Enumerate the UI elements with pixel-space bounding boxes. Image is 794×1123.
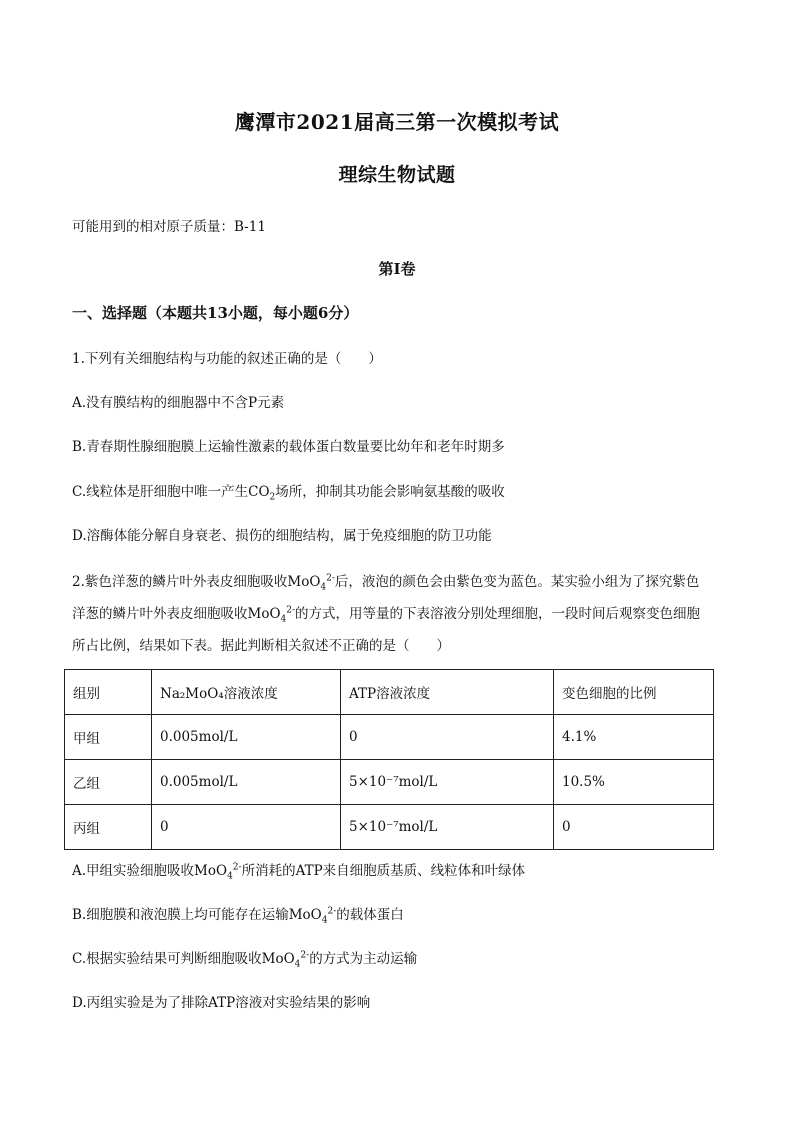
- option-text: C.根据实验结果可判断细胞吸收MoO: [72, 951, 295, 967]
- stem-text: 的方式，用等量的下表溶液分别处理细胞，一段时间后观察变色细胞: [295, 606, 701, 622]
- stem-text: 洋葱的鳞片叶外表皮细胞吸收MoO: [72, 606, 281, 622]
- volume-label: 第Ⅰ卷: [378, 260, 416, 278]
- section-heading: 一、选择题（本题共13小题，每小题6分）: [72, 304, 359, 322]
- subscript: 2: [269, 492, 276, 503]
- table-cell: 5×10⁻⁷mol/L: [341, 805, 554, 850]
- question-2-stem-line-1: [72, 570, 700, 593]
- table-header-cell: 变色细胞的比例: [554, 670, 714, 715]
- subscript: 4: [280, 614, 287, 625]
- question-1-option-b: B.青春期性腺细胞膜上运输性激素的载体蛋白数量要比幼年和老年时期多: [72, 439, 505, 455]
- table-header-cell: 组别: [65, 670, 152, 715]
- table-cell: 5×10⁻⁷mol/L: [341, 760, 554, 805]
- subscript: 4: [227, 871, 233, 882]
- option-text: C.线粒体是肝细胞中唯一产生CO: [72, 484, 270, 500]
- table-cell: 甲组: [65, 715, 152, 760]
- table-row: [65, 805, 714, 850]
- superscript: 2-: [327, 906, 337, 917]
- table-row: [65, 715, 714, 760]
- table-cell: 0: [341, 715, 554, 760]
- exam-subtitle: 理综生物试题: [338, 164, 456, 186]
- atomic-mass-note: 可能用到的相对原子质量：B-11: [72, 219, 266, 235]
- table-cell: 0.005mol/L: [152, 760, 341, 805]
- question-1-option-d: D.溶酶体能分解自身衰老、损伤的细胞结构，属于免疫细胞的防卫功能: [72, 528, 492, 544]
- results-table: [64, 669, 714, 850]
- question-2-option-c: [72, 947, 418, 970]
- option-text: 的载体蛋白: [336, 907, 404, 923]
- exam-title: 鹰潭市2021届高三第一次模拟考试: [234, 110, 560, 134]
- question-1-stem: 1.下列有关细胞结构与功能的叙述正确的是（ ）: [72, 351, 382, 367]
- table-cell: 0: [152, 805, 341, 850]
- subscript: 4: [320, 582, 327, 593]
- table-cell: 10.5%: [554, 760, 714, 805]
- stem-text: 2.紫色洋葱的鳞片叶外表皮细胞吸收MoO: [72, 574, 321, 590]
- option-text: A.甲组实验细胞吸收MoO: [72, 863, 228, 879]
- superscript: 2-: [232, 862, 242, 873]
- table-cell: 丙组: [65, 805, 152, 850]
- stem-text: 后，液泡的颜色会由紫色变为蓝色。某实验小组为了探究紫色: [334, 574, 700, 590]
- option-text: 的方式为主动运输: [309, 951, 418, 967]
- subscript: 4: [321, 915, 328, 926]
- subscript: 4: [294, 959, 301, 970]
- table-row: [65, 760, 714, 805]
- table-header-cell: ATP溶液浓度: [341, 670, 554, 715]
- table-cell: 4.1%: [554, 715, 714, 760]
- table-header-cell: Na₂MoO₄溶液浓度: [152, 670, 341, 715]
- question-2-stem-line-2: [72, 602, 701, 625]
- question-2-option-b: [72, 903, 404, 926]
- question-1-option-c: [72, 480, 505, 503]
- table-header-row: [65, 670, 714, 715]
- superscript: 2-: [286, 605, 296, 616]
- option-text: 所消耗的ATP来自细胞质基质、线粒体和叶绿体: [241, 863, 526, 879]
- question-2-stem-line-3: 所占比例，结果如下表。据此判断相关叙述不正确的是（ ）: [72, 638, 450, 654]
- option-text: 场所，抑制其功能会影响氨基酸的吸收: [275, 484, 505, 500]
- question-1-option-a: A.没有膜结构的细胞器中不含P元素: [72, 395, 285, 411]
- question-2-option-d: D.丙组实验是为了排除ATP溶液对实验结果的影响: [72, 995, 371, 1011]
- table-cell: 0.005mol/L: [152, 715, 341, 760]
- superscript: 2-: [326, 573, 335, 584]
- option-text: B.细胞膜和液泡膜上均可能存在运输MoO: [72, 907, 322, 923]
- question-2-option-a: [72, 859, 526, 882]
- table-cell: 乙组: [65, 760, 152, 805]
- superscript: 2-: [300, 950, 310, 961]
- table-cell: 0: [554, 805, 714, 850]
